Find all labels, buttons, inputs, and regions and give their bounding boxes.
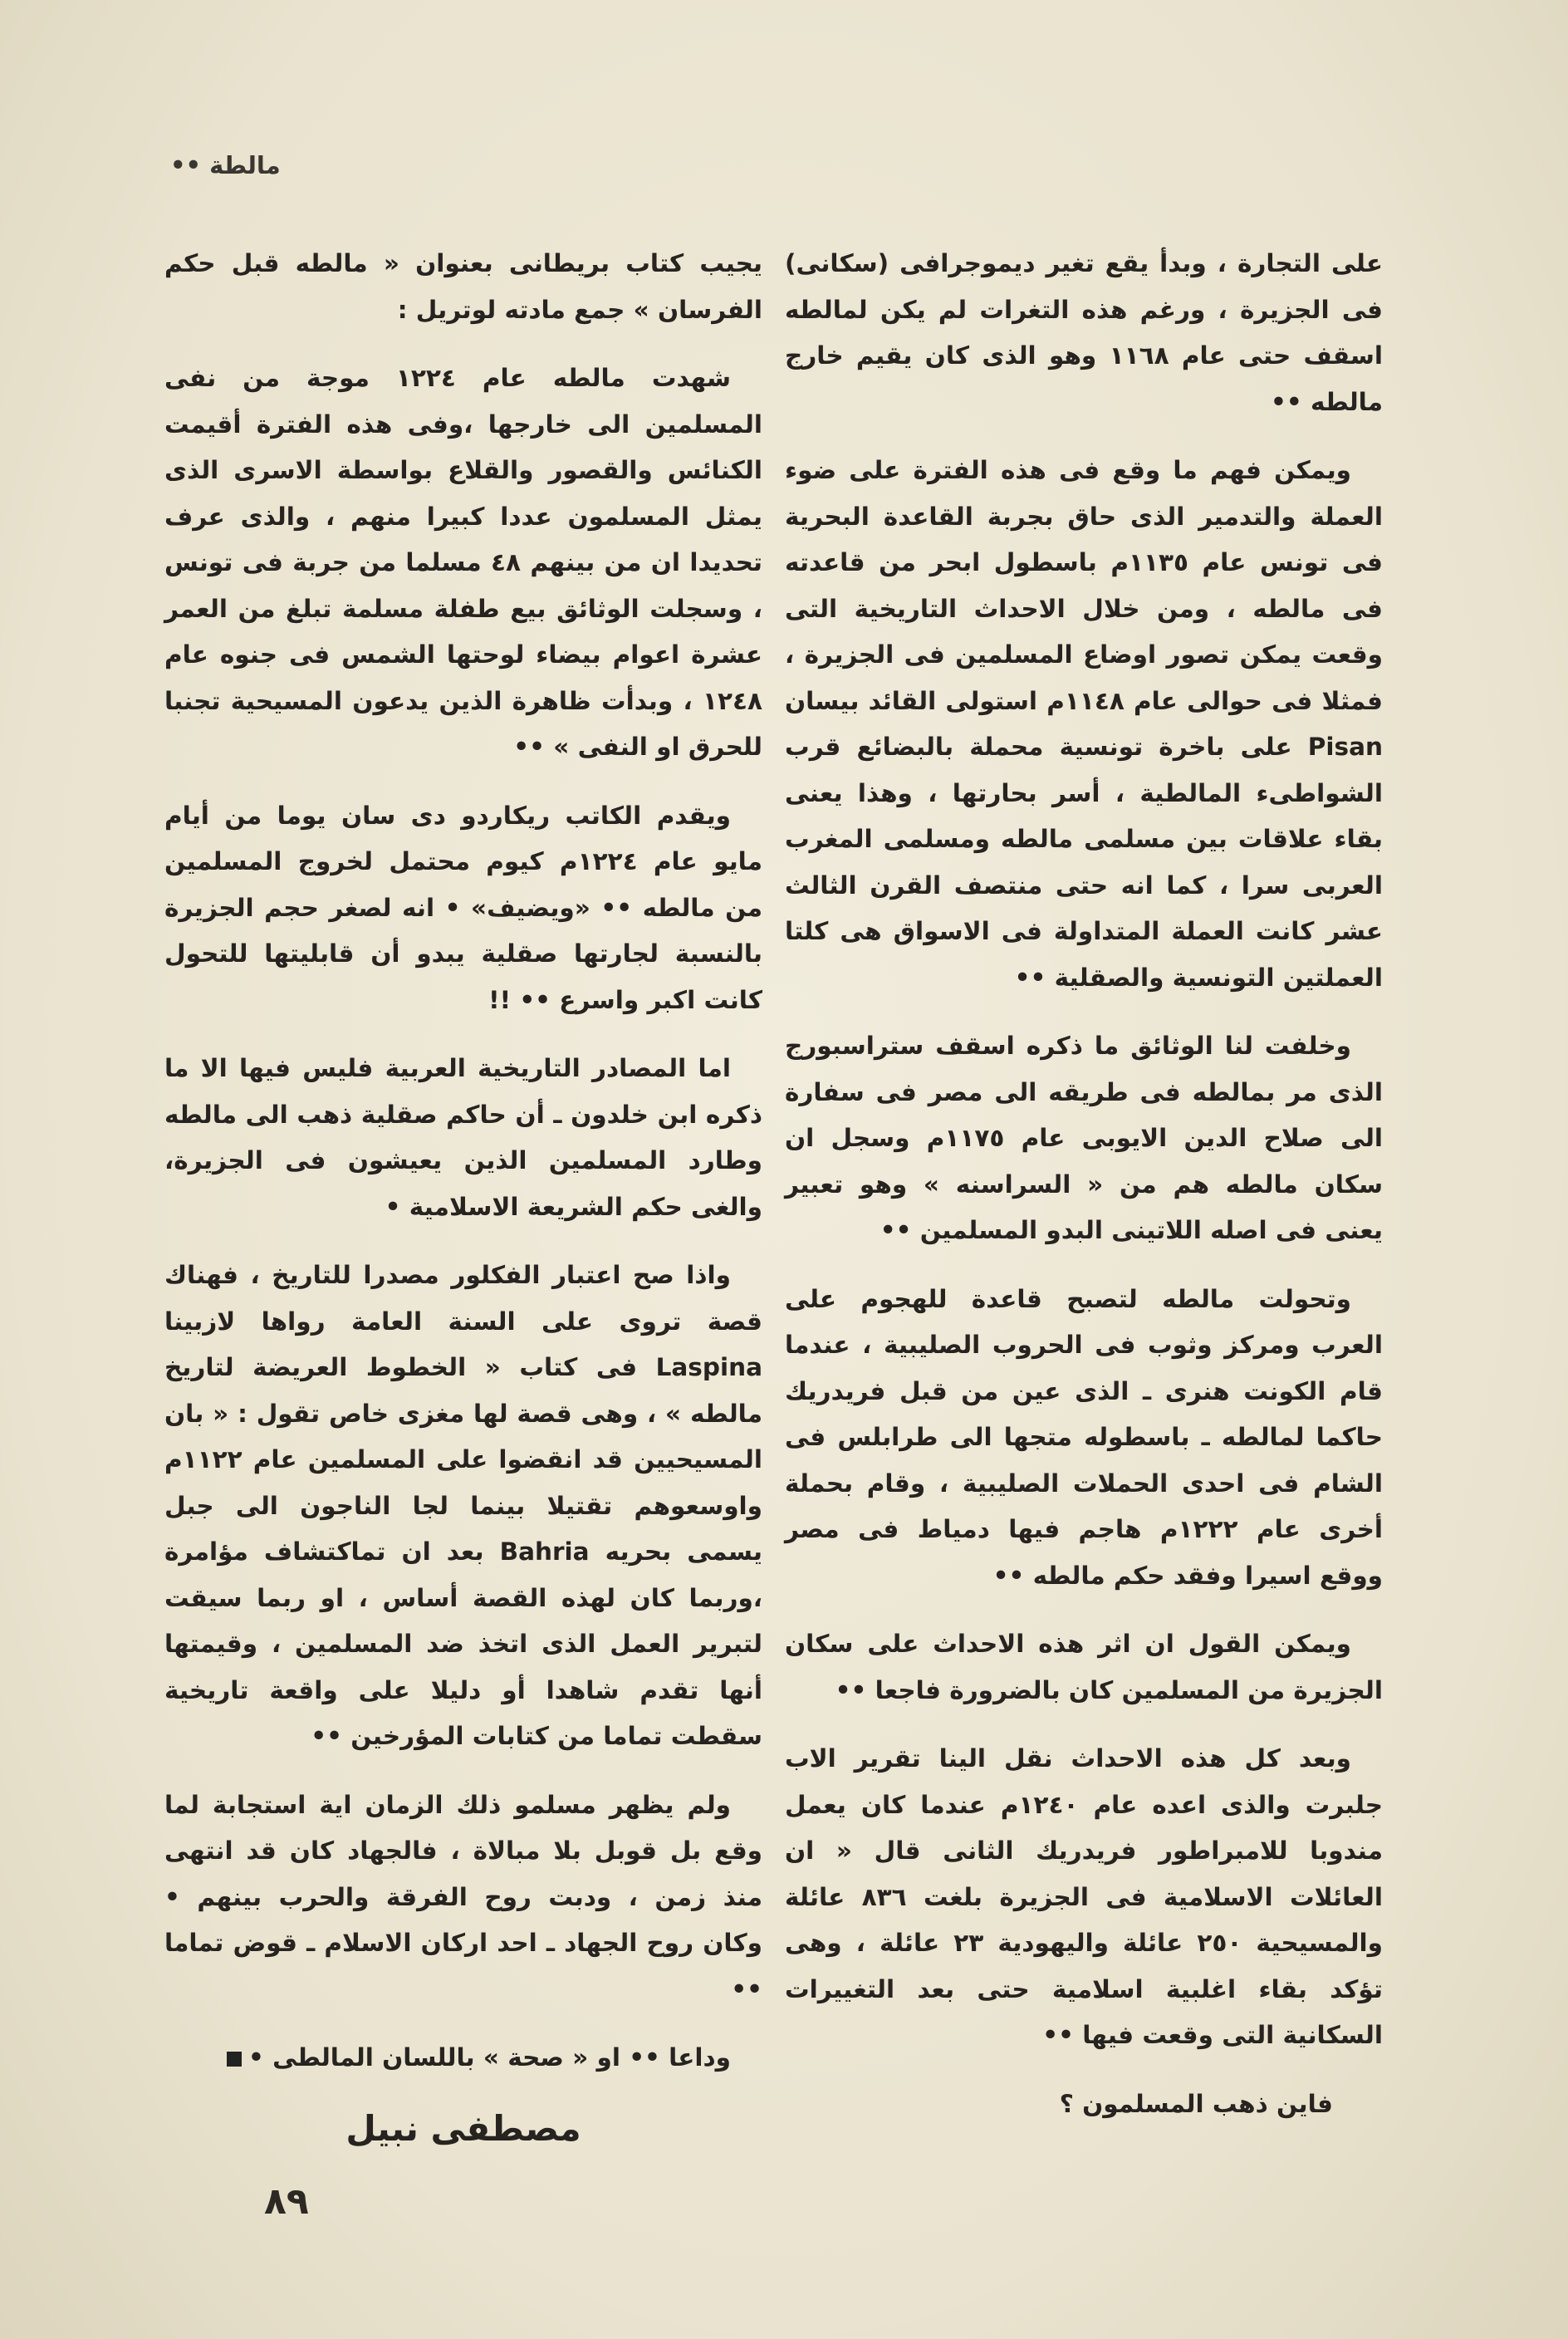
end-mark-icon — [227, 2052, 242, 2067]
left-column — [164, 241, 762, 2154]
paragraph: على التجارة ، وبدأ يقع تغير ديموجرافى (سكانى) فى الجزيرة ، ورغم هذه التغرات لم يكن لمالطه اسقف حتى عام ١١٦٨ وهو الذى كان يقيم خارج مالطه •• — [785, 249, 1383, 416]
closing-line — [164, 2035, 762, 2082]
section-question: فاين ذهب المسلمون ؟ — [1059, 2089, 1333, 2118]
paragraph: ويمكن فهم ما وقع فى هذه الفترة على ضوء العملة والتدمير الذى حاق بجربة القاعدة البحرية فى تونس عام ١١٣٥م باسطول ابحر من قاعدته فى مالطه ، ومن خلال الاحداث التاريخية التى وقعت يمكن تصور اوضاع المسلمين فى الجزيرة ، فمثلا فى حوالى عام ١١٤٨م استولى القائد بيسان Pisan على باخرة تونسية محملة بالبضائع قرب الشواطىء المالطية ، أسر بحارتها ، وهذا يعنى بقاء علاقات بين مسلمى مالطه ومسلمى المغرب العربى سرا ، كما انه حتى منتصف القرن الثالث عشر كانت العملة المتداولة فى الاسواق هى كلتا العملتين التونسية والصقلية •• — [785, 456, 1384, 992]
paragraph: وتحولت مالطه لتصبح قاعدة للهجوم على العرب ومركز وثوب فى الحروب الصليبية ، عندما قام الكونت هنرى ـ الذى عين من قبل فريدريك حاكما لمالطه ـ باسطوله متجها الى طرابلس فى الشام فى احدى الحملات الصليبية ، وقام بحملة أخرى عام ١٢٢٢م هاجم فيها دمياط فى مصر ووقع اسيرا وفقد حكم مالطه •• — [785, 1284, 1383, 1590]
paragraph: اما المصادر التاريخية العربية فليس فيها الا ما ذكره ابن خلدون ـ أن حاكم صقلية ذهب الى مالطه وطارد المسلمين الذين يعيشون فى الجزيرة، والغى حكم الشريعة الاسلامية • — [164, 1054, 762, 1221]
paragraph: شهدت مالطه عام ١٢٢٤ موجة من نفى المسلمين الى خارجها ،وفى هذه الفترة أقيمت الكنائس والقصور والقلاع بواسطة الاسرى الذى يمثل المسلمون عددا كبيرا منهم ، والذى عرف تحديدا ان من بينهم ٤٨ مسلما من جربة فى تونس ، وسجلت الوثائق بيع طفلة مسلمة تبلغ من العمر عشرة اعوام بيضاء لوحتها الشمس فى جنوه عام ١٢٤٨ ، وبدأت ظاهرة الذين يدعون المسيحية تجنبا للحرق او النفى » •• — [164, 364, 762, 761]
page-number: ٨٩ — [264, 2180, 309, 2223]
closing-text: وداعا •• او « صحة » باللسان المالطى • — [247, 2043, 731, 2072]
right-column — [785, 241, 1383, 2150]
author-signature: مصطفى نبيل — [345, 2107, 581, 2149]
paragraph: يجيب كتاب بريطانى بعنوان « مالطه قبل حكم الفرسان » جمع مادته لوتريل : — [164, 249, 762, 324]
paragraph: واذا صح اعتبار الفكلور مصدرا للتاريخ ، فهناك قصة تروى على السنة العامة رواها لازبينا Laspina فى كتاب « الخطوط العريضة لتاريخ مالطه » ، وهى قصة لها مغزى خاص تقول : « بان المسيحيين قد انقضوا على المسلمين عام ١١٢٢م واوسعوهم تقتيلا بينما لجا الناجون الى جبل يسمى بحريه Bahria بعد ان تماكتشاف مؤامرة ،وربما كان لهذه القصة أساس ، او ربما سيقت لتبرير العمل الذى اتخذ ضد المسلمين ، وقيمتها أنها تقدم شاهدا أو دليلا على واقعة تاريخية سقطت تماما من كتابات المؤرخين •• — [164, 1261, 762, 1750]
paragraph: ويمكن القول ان اثر هذه الاحداث على سكان الجزيرة من المسلمين كان بالضرورة فاجعا •• — [785, 1630, 1383, 1704]
paragraph: ولم يظهر مسلمو ذلك الزمان اية استجابة لما وقع بل قوبل بلا مبالاة ، فالجهاد كان قد انتهى منذ زمن ، ودبت روح الفرقة والحرب بينهم • وكان روح الجهاد ـ احد اركان الاسلام ـ قوض تماما •• — [164, 1790, 762, 2003]
paragraph: وخلفت لنا الوثائق ما ذكره اسقف ستراسبورج الذى مر بمالطه فى طريقه الى مصر فى سفارة الى صلاح الدين الايوبى عام ١١٧٥م وسجل ان سكان مالطه هم من « السراسنه » وهو تعبير يعنى فى اصله اللاتينى البدو المسلمين •• — [785, 1032, 1384, 1244]
paragraph: وبعد كل هذه الاحداث نقل الينا تقرير الاب جلبرت والذى اعده عام ١٢٤٠م عندما كان يعمل مندوبا للامبراطور فريدريك الثانى قال « ان العائلات الاسلامية فى الجزيرة بلغت ٨٣٦ عائلة والمسيحية ٢٥٠ عائلة واليهودية ٢٣ عائلة ، وهى تؤكد بقاء اغلبية اسلامية حتى بعد التغييرات السكانية التى وقعت فيها •• — [785, 1744, 1383, 2049]
paragraph: ويقدم الكاتب ريكاردو دى سان يوما من أيام مايو عام ١٢٢٤م كيوم محتمل لخروج المسلمين من مالطه •• «ويضيف» • انه لصغر حجم الجزيرة بالنسبة لجارتها صقلية يبدو أن قابليتها للتحول كانت اكبر واسرع •• !! — [164, 801, 762, 1014]
running-header: مالطة •• — [170, 151, 281, 179]
